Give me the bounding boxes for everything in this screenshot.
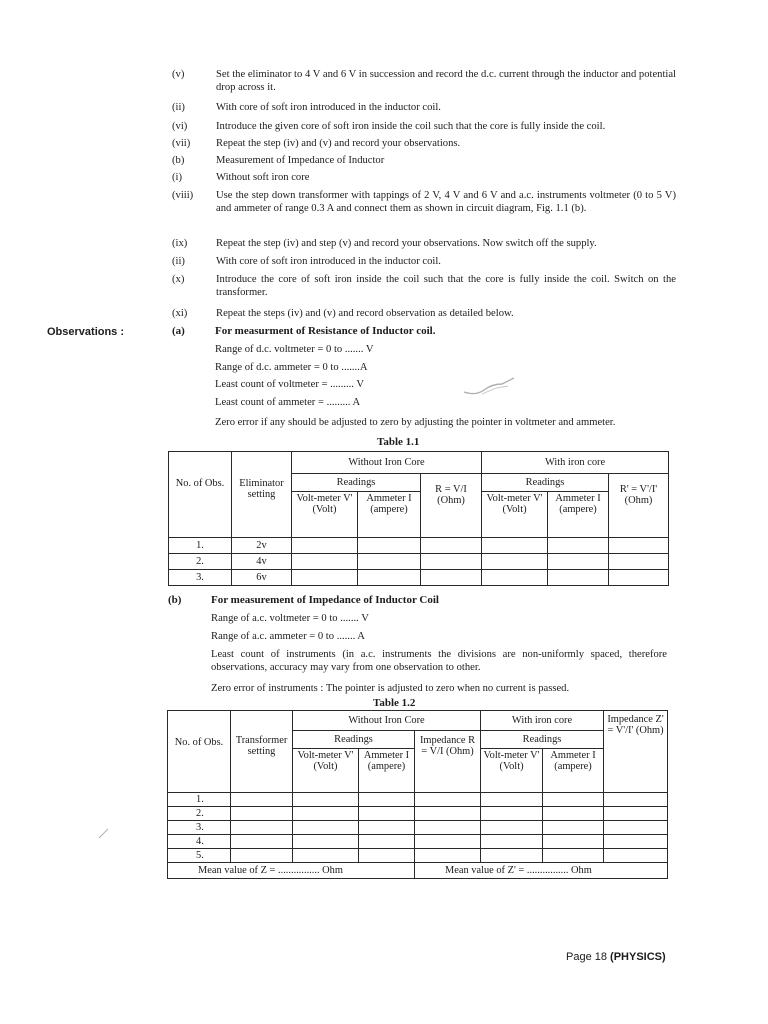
section-a-marker: (a) [172, 325, 185, 337]
header-without-iron-core: Without Iron Core [292, 452, 482, 474]
step-text: Repeat the steps (iv) and (v) and record observation as detailed below. [216, 308, 514, 319]
step-number: (x) [172, 274, 185, 285]
header-readings: Readings [482, 474, 609, 492]
scan-mark [97, 826, 111, 840]
header-setting: Transformer setting [231, 711, 293, 793]
step-text: Introduce the core of soft iron inside the coil such that the core is fully inside the coil. Switch on the transformer. [216, 274, 676, 298]
step-text: Measurement of Impedance of Inductor [216, 155, 385, 166]
ammeter-least-count: Least count of ammeter = ......... A [215, 397, 361, 408]
header-setting: Eliminator setting [232, 452, 292, 538]
eliminator-setting: 2v [232, 538, 292, 554]
subject-label: (PHYSICS) [610, 951, 666, 963]
zero-error-instruments: Zero error of instruments : The pointer is adjusted to zero when no current is passed. [211, 683, 570, 694]
mean-impedance-without-core: Mean value of Z = ................ Ohm [168, 863, 415, 879]
obs-number: 2. [169, 554, 232, 570]
header-voltmeter: Volt-meter V' (Volt) [293, 749, 359, 793]
step-text: Set the eliminator to 4 V and 6 V in succession and record the d.c. current through the inductor and potential drop across it. [216, 69, 676, 93]
least-count-note: Least count of instruments (in a.c. instruments the divisions are non-uniformly spaced, therefore observations, accuracy may vary from one observation to other. [211, 649, 667, 673]
header-readings: Readings [481, 731, 604, 749]
dc-voltmeter-range: Range of d.c. voltmeter = 0 to ....... V [215, 344, 374, 355]
obs-number: 1. [169, 538, 232, 554]
mean-value-row [168, 863, 668, 879]
impedance-table [167, 710, 668, 879]
header-ammeter: Ammeter I (ampere) [548, 492, 609, 538]
section-b-marker: (b) [168, 594, 182, 606]
table-caption: Table 1.2 [373, 697, 416, 709]
header-voltmeter: Volt-meter V' (Volt) [292, 492, 358, 538]
header-readings: Readings [292, 474, 421, 492]
scan-smudge [462, 374, 520, 400]
step-text: Repeat the step (iv) and step (v) and record your observations. Now switch off the supply. [216, 238, 597, 249]
section-a-heading: For measurment of Resistance of Inductor coil. [215, 325, 436, 337]
eliminator-setting: 6v [232, 570, 292, 586]
header-obs: No. of Obs. [168, 711, 231, 793]
header-obs: No. of Obs. [169, 452, 232, 538]
table-row [168, 807, 668, 821]
obs-number: 2. [168, 807, 231, 821]
section-b-heading: For measurement of Impedance of Inductor Coil [211, 594, 439, 606]
header-impedance-iron: Impedance Z' = V'/I' (Ohm) [604, 711, 668, 793]
step-item [168, 68, 678, 94]
table-row [168, 849, 668, 863]
step-number: (ix) [172, 238, 188, 249]
voltmeter-least-count: Least count of voltmeter = ......... V [215, 379, 365, 390]
step-number: (i) [172, 172, 182, 183]
dc-ammeter-range: Range of d.c. ammeter = 0 to .......A [215, 362, 368, 373]
header-ammeter: Ammeter I (ampere) [543, 749, 604, 793]
zero-error-note: Zero error if any should be adjusted to zero by adjusting the pointer in voltmeter and ammeter. [215, 417, 616, 428]
step-text: With core of soft iron introduced in the inductor coil. [216, 256, 441, 267]
step-number: (vii) [172, 138, 191, 149]
table-row [169, 538, 669, 554]
step-number: (viii) [172, 190, 194, 201]
mean-impedance-with-core: Mean value of Z' = ................ Ohm [415, 863, 668, 879]
header-with-iron-core: With iron core [481, 711, 604, 731]
obs-number: 5. [168, 849, 231, 863]
table-row [169, 570, 669, 586]
table-row [168, 793, 668, 807]
header-resistance: R = V/I (Ohm) [421, 474, 482, 538]
obs-number: 3. [168, 821, 231, 835]
step-number: (ii) [172, 102, 185, 113]
header-ammeter: Ammeter I (ampere) [359, 749, 415, 793]
step-text: Repeat the step (iv) and (v) and record your observations. [216, 138, 461, 149]
eliminator-setting: 4v [232, 554, 292, 570]
table-caption: Table 1.1 [377, 436, 420, 448]
step-text: Without soft iron core [216, 172, 310, 183]
obs-number: 3. [169, 570, 232, 586]
step-number: (vi) [172, 121, 188, 132]
obs-number: 1. [168, 793, 231, 807]
header-voltmeter: Volt-meter V' (Volt) [482, 492, 548, 538]
step-text: Use the step down transformer with tappings of 2 V, 4 V and 6 V and a.c. instruments voltmeter (0 to 5 V) and ammeter of range 0.3 A and connect them as shown in circuit diagram, Fig. 1.1 (b). [216, 190, 676, 214]
obs-number: 4. [168, 835, 231, 849]
header-impedance: Impedance R = V/I (Ohm) [415, 731, 481, 793]
step-number: (xi) [172, 308, 188, 319]
step-number: (b) [172, 155, 185, 166]
step-number: (v) [172, 69, 185, 80]
step-number: (ii) [172, 256, 185, 267]
resistance-table [168, 451, 669, 586]
header-resistance-iron: R' = V'/I' (Ohm) [609, 474, 669, 538]
step-text: With core of soft iron introduced in the inductor coil. [216, 102, 441, 113]
header-without-iron-core: Without Iron Core [293, 711, 481, 731]
ac-voltmeter-range: Range of a.c. voltmeter = 0 to ....... V [211, 613, 369, 624]
observations-label: Observations : [47, 326, 125, 338]
header-readings: Readings [293, 731, 415, 749]
step-text: Introduce the given core of soft iron inside the coil such that the core is fully inside the coil. [216, 121, 606, 132]
table-row [168, 821, 668, 835]
ac-ammeter-range: Range of a.c. ammeter = 0 to ....... A [211, 631, 365, 642]
table-row [169, 554, 669, 570]
header-voltmeter: Volt-meter V' (Volt) [481, 749, 543, 793]
page-number: Page 18 [566, 951, 607, 963]
table-row [168, 835, 668, 849]
page-footer [566, 951, 666, 963]
header-with-iron-core: With iron core [482, 452, 669, 474]
header-ammeter: Ammeter I (ampere) [358, 492, 421, 538]
